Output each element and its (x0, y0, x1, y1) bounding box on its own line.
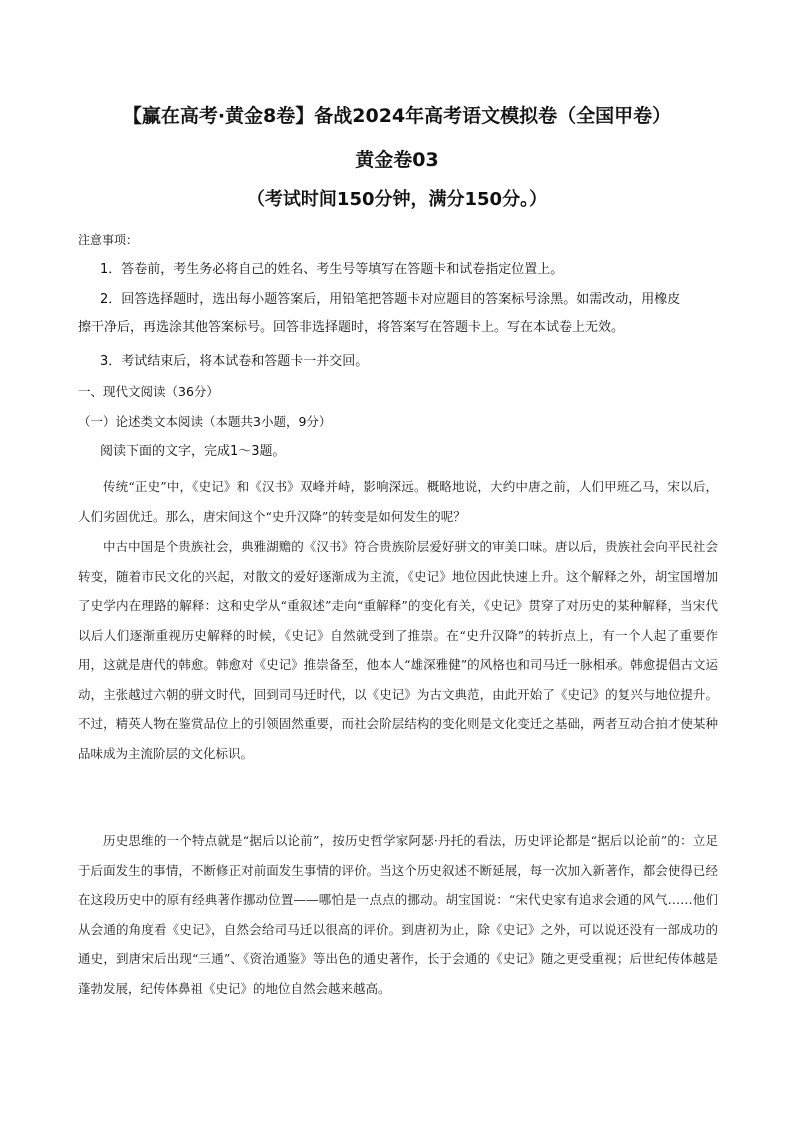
section-heading-modern-reading: 一、现代文阅读（36分） (78, 384, 219, 399)
notice-item-1: 1．答卷前，考生务必将自己的姓名、考生号等填写在答题卡和试卷指定位置上。 (100, 262, 564, 277)
passage-paragraph-1: 传统“正史”中，《史记》和《汉书》双峰并峙，影响深远。概略地说，大约中唐之前，人们甲班乙马，宋以后，人们劣固优迁。那么，唐宋间这个“史升汉降”的转变是如何发生的呢？ (78, 479, 718, 524)
exam-subtitle: 黄金卷03 (355, 149, 439, 171)
reading-instruction: 阅读下面的文字，完成1～3题。 (100, 444, 286, 459)
notice-heading: 注意事项： (78, 233, 139, 247)
notice-item-2-line-2: 擦干净后，再选涂其他答案标号。回答非选择题时，将答案写在答题卡上。写在本试卷上无效。 (78, 320, 625, 335)
passage-paragraph-2: 中古中国是个贵族社会，典雅湖赡的《汉书》符合贵族阶层爱好骈文的审美口味。唐以后，贵族社会向平民社会转变，随着市民文化的兴起，对散文的爱好逐渐成为主流，《史记》地位因此快速上升。这个解释之外，胡宝国增加了史学内在理路的解释：这和史学从“重叙述”走向“重解释”的变化有关，《史记》贯穿了对历史的某种解释，当宋代以后人们逐渐重视历史解释的时候，《史记》自然就受到了推崇。在“史升汉降”的转折点上，有一个人起了重要作用，这就是唐代的韩愈。韩愈对《史记》推崇备至，他本人“雄深雅健”的风格也和司马迁一脉相承。韩愈提倡古文运动，主张越过六朝的骈文时代，回到司马迁时代，以《史记》为古文典范，由此开始了《史记》的复兴与地位提升。不过，精英人物在鉴赏品位上的引领固然重要，而社会阶层结构的变化则是文化变迁之基础，两者互动合拍才使某种品味成为主流阶层的文化标识。 (78, 539, 718, 761)
passage-paragraph-3: 历史思维的一个特点就是“据后以论前”，按历史哲学家阿瑟·丹托的看法，历史评论都是“据后以论前”的：立足于后面发生的事情，不断修正对前面发生事情的评价。当这个历史叙述不断延展，每一次加入新著作，都会使得已经在这段历史中的原有经典著作挪动位置——哪怕是一点点的挪动。胡宝国说：“宋代史家有追求会通的风气……他们从会通的角度看《史记》，自然会给司马迁以很高的评价。到唐初为止，除《史记》之外，可以说还没有一部成功的通史，到唐宋后出现“三通”、《资治通鉴》等出色的通史著作，长于会通的《史记》随之更受重视；后世纪传体越是蓬勃发展，纪传体鼻祖《史记》的地位自然会越来越高。 (78, 833, 718, 996)
notice-item-3: 3．考试结束后，将本试卷和答题卡一并交回。 (100, 354, 369, 369)
exam-title: 【赢在高考·黄金8卷】备战2024年高考语文模拟卷（全国甲卷） (122, 105, 672, 127)
notice-item-2-line-1: 2．回答选择题时，选出每小题答案后，用铅笔把答题卡对应题目的答案标号涂黑。如需改动，用橡皮 (100, 292, 681, 307)
subsection-heading-argumentative: （一）论述类文本阅读（本题共3小题，9分） (78, 414, 332, 429)
exam-time-info: （考试时间150分钟，满分150分。） (246, 189, 548, 210)
